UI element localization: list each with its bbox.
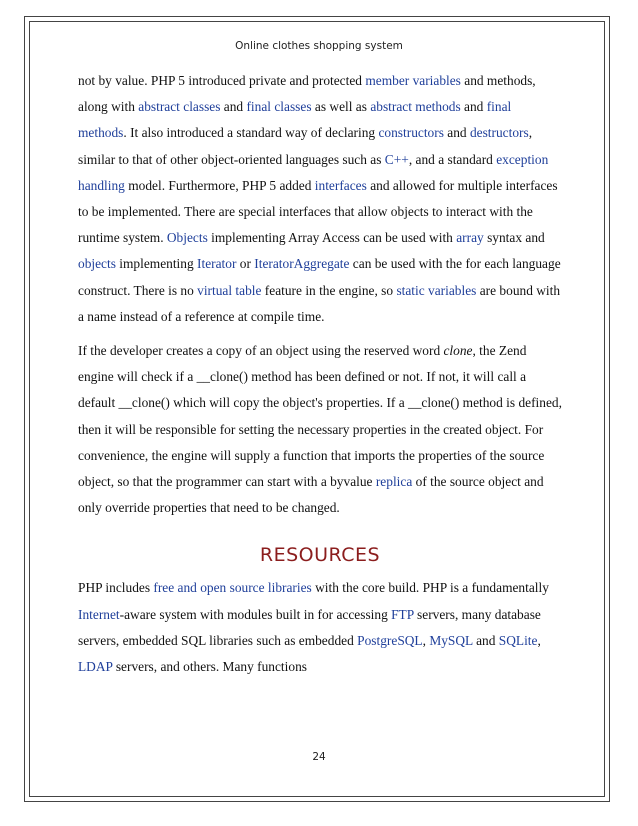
link-array[interactable]: array bbox=[456, 230, 484, 246]
link-replica[interactable]: replica bbox=[375, 474, 413, 490]
link-postgresql[interactable]: PostgreSQL bbox=[357, 632, 423, 648]
text: or bbox=[236, 256, 255, 272]
link-abstract-classes[interactable]: abstract classes bbox=[138, 99, 221, 115]
text: , similar to that of other object-oriented languages such as bbox=[78, 125, 533, 167]
link-objects[interactable]: Objects bbox=[166, 230, 208, 246]
text: and bbox=[460, 99, 487, 115]
link-destructors[interactable]: destructors bbox=[469, 125, 529, 141]
running-header: Online clothes shopping system bbox=[235, 40, 403, 52]
link-constructors[interactable]: constructors bbox=[378, 125, 444, 141]
link-ldap[interactable]: LDAP bbox=[78, 659, 113, 675]
text: of the source object and only override properties that need to be changed. bbox=[78, 474, 544, 516]
text: implementing bbox=[115, 256, 198, 272]
text: model. Furthermore, PHP 5 added bbox=[124, 177, 315, 193]
paragraph-clone bbox=[78, 338, 562, 521]
link-free-open-source-libraries[interactable]: free and open source libraries bbox=[153, 580, 312, 596]
link-iteratoraggregate[interactable]: IteratorAggregate bbox=[254, 256, 350, 272]
text: as well as bbox=[311, 99, 371, 115]
text: implementing Array Access can be used with bbox=[207, 230, 457, 246]
link-interfaces[interactable]: interfaces bbox=[314, 177, 367, 193]
link-abstract-methods[interactable]: abstract methods bbox=[370, 99, 461, 115]
keyword-clone: clone bbox=[443, 343, 473, 359]
text: and methods, along with bbox=[78, 73, 536, 115]
link-objects-2[interactable]: objects bbox=[78, 256, 116, 272]
text: are bound with a name instead of a reference at compile time. bbox=[78, 282, 561, 324]
text: can be used with the for each language construct. There is no bbox=[78, 256, 561, 298]
text: , the Zend engine will check if a __clone() method has been defined or not. If not, it will call a default __clone() which will copy the object's properties. If a __clone() method is defined, then it will be responsible for setting the necessary properties in the created object. For convenience, the engine will supply a function that imports the properties of the source object, so that the programmer can start with a byvalue bbox=[78, 343, 562, 490]
text: , and a standard bbox=[408, 151, 497, 167]
link-exception-handling[interactable]: exception handling bbox=[78, 151, 549, 193]
link-final-methods[interactable]: final methods bbox=[78, 99, 512, 141]
text: , bbox=[537, 632, 541, 648]
text: and allowed for multiple interfaces to be implemented. There are special interfaces that allow objects to interact with the runtime system. bbox=[78, 177, 558, 246]
text: and bbox=[220, 99, 247, 115]
page-content bbox=[78, 68, 562, 680]
link-iterator[interactable]: Iterator bbox=[197, 256, 237, 272]
text: If the developer creates a copy of an object using the reserved word bbox=[78, 343, 444, 359]
link-static-variables[interactable]: static variables bbox=[396, 282, 477, 298]
link-cpp[interactable]: C++ bbox=[384, 151, 409, 167]
link-sqlite[interactable]: SQLite bbox=[498, 632, 538, 648]
text: and bbox=[443, 125, 470, 141]
text: -aware system with modules built in for accessing bbox=[119, 606, 392, 622]
link-ftp[interactable]: FTP bbox=[391, 606, 414, 622]
link-virtual-table[interactable]: virtual table bbox=[197, 282, 262, 298]
text: servers, many database servers, embedded SQL libraries such as embedded bbox=[78, 606, 541, 648]
text: with the core build. PHP is a fundamentally bbox=[311, 580, 549, 596]
link-internet[interactable]: Internet bbox=[78, 606, 120, 622]
text: syntax and bbox=[483, 230, 545, 246]
link-mysql[interactable]: MySQL bbox=[429, 632, 473, 648]
text: and bbox=[472, 632, 499, 648]
page-number: 24 bbox=[312, 751, 326, 763]
text: , bbox=[422, 632, 430, 648]
section-heading: RESOURCES bbox=[259, 544, 381, 567]
link-final-classes[interactable]: final classes bbox=[246, 99, 312, 115]
text: feature in the engine, so bbox=[261, 282, 397, 298]
text: PHP includes bbox=[78, 580, 154, 596]
text: . It also introduced a standard way of declaring bbox=[123, 125, 379, 141]
paragraph-php5-features bbox=[78, 68, 562, 330]
link-member-variables[interactable]: member variables bbox=[365, 73, 461, 88]
text: not by value. PHP 5 introduced private and protected bbox=[78, 73, 366, 88]
text: servers, and others. Many functions bbox=[112, 659, 307, 675]
paragraph-resources bbox=[78, 575, 562, 680]
